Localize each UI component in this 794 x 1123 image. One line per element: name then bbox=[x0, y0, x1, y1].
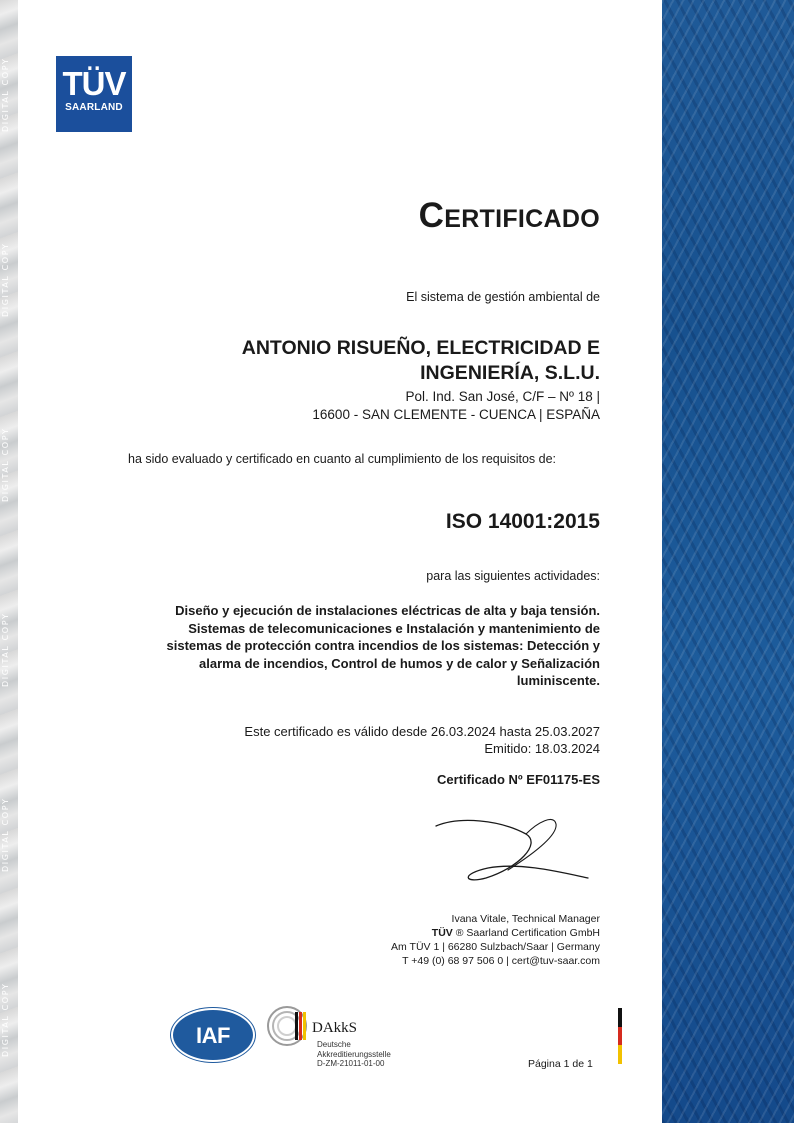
watermark-label: DIGITAL COPY bbox=[1, 242, 10, 318]
watermark-label: DIGITAL COPY bbox=[1, 797, 10, 873]
address-line-1: Pol. Ind. San José, C/F – Nº 18 | bbox=[405, 389, 600, 404]
watermark-strip bbox=[0, 0, 18, 1123]
iaf-label: IAF bbox=[196, 1023, 230, 1048]
activities-scope: Diseño y ejecución de instalaciones eléctricas de alta y baja tensión. Sistemas de telecomunicaciones e Instalación y mantenimiento de sistemas de protección contra incendios de los sistemas: Detección y alarma de incendios, Control de humos y de calor y Señalización luminiscente. bbox=[166, 603, 600, 688]
iaf-logo bbox=[171, 1008, 255, 1062]
flag-black-stripe bbox=[618, 1008, 622, 1027]
intro-text: El sistema de gestión ambiental de bbox=[406, 290, 600, 304]
watermark-label: DIGITAL COPY bbox=[1, 427, 10, 503]
standard-name: ISO 14001:2015 bbox=[445, 510, 600, 533]
logo-subtitle: SAARLAND bbox=[65, 102, 123, 113]
dakks-ring-icon bbox=[265, 1004, 309, 1048]
evaluated-text: ha sido evaluado y certificado en cuanto al cumplimiento de los requisitos de: bbox=[128, 452, 557, 466]
watermark-label: DIGITAL COPY bbox=[1, 57, 10, 133]
watermark-label: DIGITAL COPY bbox=[1, 612, 10, 688]
signature bbox=[430, 812, 590, 892]
dakks-line-2: Akkreditierungsstelle bbox=[317, 1049, 391, 1059]
decorative-blue-panel bbox=[662, 0, 794, 1123]
dakks-subtitle bbox=[317, 1040, 391, 1069]
page-number: Página 1 de 1 bbox=[528, 1058, 593, 1070]
issuer-address: Am TÜV 1 | 66280 Sulzbach/Saar | Germany bbox=[391, 941, 600, 953]
flag-red-stripe bbox=[618, 1027, 622, 1046]
address-line-2: 16600 - SAN CLEMENTE - CUENCA | ESPAÑA bbox=[312, 407, 600, 422]
german-flag-bar bbox=[618, 1008, 622, 1064]
issuer-brand: TÜV bbox=[431, 927, 453, 939]
company-name: ANTONIO RISUEÑO, ELECTRICIDAD E INGENIERÍA, S.L.U. bbox=[241, 337, 600, 384]
logo-wordmark: TÜV bbox=[62, 65, 126, 102]
dakks-logo bbox=[265, 1004, 415, 1076]
issuer-company bbox=[391, 926, 600, 940]
validity-block bbox=[244, 723, 600, 757]
signatory: Ivana Vitale, Technical Manager bbox=[451, 913, 600, 925]
dakks-line-1: Deutsche bbox=[317, 1040, 351, 1049]
validity-period: Este certificado es válido desde 26.03.2024 hasta 25.03.2027 bbox=[244, 724, 600, 739]
issuer-company-name: ® Saarland Certification GmbH bbox=[455, 927, 600, 939]
issuer-contact: T +49 (0) 68 97 506 0 | cert@tuv-saar.com bbox=[402, 955, 600, 967]
activities-intro: para las siguientes actividades: bbox=[426, 569, 600, 583]
dakks-id: D-ZM-21011-01-00 bbox=[317, 1059, 385, 1068]
issuer-block bbox=[391, 912, 600, 968]
watermark-label: DIGITAL COPY bbox=[1, 982, 10, 1058]
tuv-saarland-logo bbox=[56, 56, 132, 132]
dakks-name: DAkkS bbox=[312, 1020, 358, 1036]
certificate-title: Certificado bbox=[418, 196, 600, 235]
certificate-number: Certificado Nº EF01175-ES bbox=[437, 772, 600, 787]
company-address bbox=[312, 388, 600, 424]
issue-date: Emitido: 18.03.2024 bbox=[484, 741, 600, 756]
flag-gold-stripe bbox=[618, 1045, 622, 1064]
